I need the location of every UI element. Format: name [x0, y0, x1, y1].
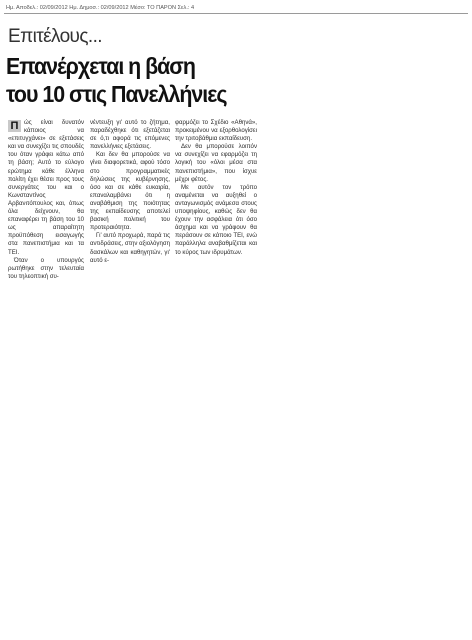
article-paragraph: Και δεν θα μπορούσε να γίνει διαφορετικά, αφού τόσο στο προγραμματικές δηλώσεις της κυβέρνησης, όσο και σε κάθε ευκαιρία, επαναλαμβάνει ότι η αναβάθμιση της ποιότητας της εκπαίδευσης αποτελεί βασική πολιτική του προτεραιότητα. [90, 151, 170, 232]
drop-cap: Π [8, 120, 21, 132]
clipping-meta-line: Ημ. Αποδελ.: 02/09/2012 Ημ. Δημοσ.: 02/09/2012 Μέσο: ΤΟ ΠΑΡΟΝ Σελ.: 4 [6, 5, 195, 11]
article-kicker: Επιτέλους... [8, 26, 102, 47]
headline-line-2: του 10 στις Πανελλήνιες [6, 81, 227, 107]
article-column-2 [90, 119, 170, 265]
article-paragraph: Γι' αυτό προχωρά, παρά τις αντιδράσεις, στην αξιολόγηση δασκάλων και καθηγητών, γι' αυτό ε- [90, 232, 170, 264]
header-divider [4, 13, 468, 14]
article-paragraph: φαρμόζει το Σχέδιο «Αθηνά», προκειμένου να εξορθολογίσει την τριτοβάθμια εκπαίδευση. [175, 119, 257, 143]
paragraph-text: ώς είναι δυνατόν κάποιος να «επιτυγχάνει» σε εξετάσεις και να συνεχίζει τις σπουδές του όταν γράφει κάτω από τη βάση; Αυτό το εύλογο ερώτημα κάθε έλληνα πολίτη έχει θέσει προς τους συνεργάτες του και ο Κωνσταντίνος Αρβανιτόπουλος και, όπως όλα δείχνουν, θα επαναφέρει τη βάση του 10 ως απαραίτητη προϋπόθεση εισαγωγής στα πανεπιστήμια και τα ΤΕΙ. [8, 119, 84, 256]
article-paragraph: Με αυτόν τον τρόπο αναμένεται να αυξηθεί ο ανταγωνισμός ανάμεσα στους υποψηφίους, καθώς δεν θα έχουν την ασφάλεια ότι όσο άσχημα και να γράφουν θα περάσουν σε κάποιο ΤΕΙ, ενώ παράλληλα αναβαθμίζεται και το κύρος των ιδρυμάτων. [175, 183, 257, 256]
article-paragraph: Όταν ο υπουργός ρωτήθηκε στην τελευταία του τηλεοπτική συ- [8, 256, 84, 280]
headline-line-1: Επανέρχεται η βάση [6, 53, 195, 79]
press-clipping [4, 20, 348, 280]
article-paragraph: Δεν θα μπορούσε λοιπόν να συνεχίζει να εφαρμόζει τη λογική του «όλοι μέσα στα πανεπιστήμια», που ίσχυε μέχρι φέτος. [175, 143, 257, 183]
article-headline [6, 52, 324, 108]
article-column-1 [8, 119, 84, 281]
article-column-3 [175, 119, 257, 257]
article-paragraph: νέντευξη γι' αυτό το ζήτημα, παραδέχθηκε ότι εξετάζεται σε ό,τι αφορά τις επόμενες πανελλήνιες εξετάσεις. [90, 119, 170, 151]
article-paragraph [8, 119, 84, 257]
